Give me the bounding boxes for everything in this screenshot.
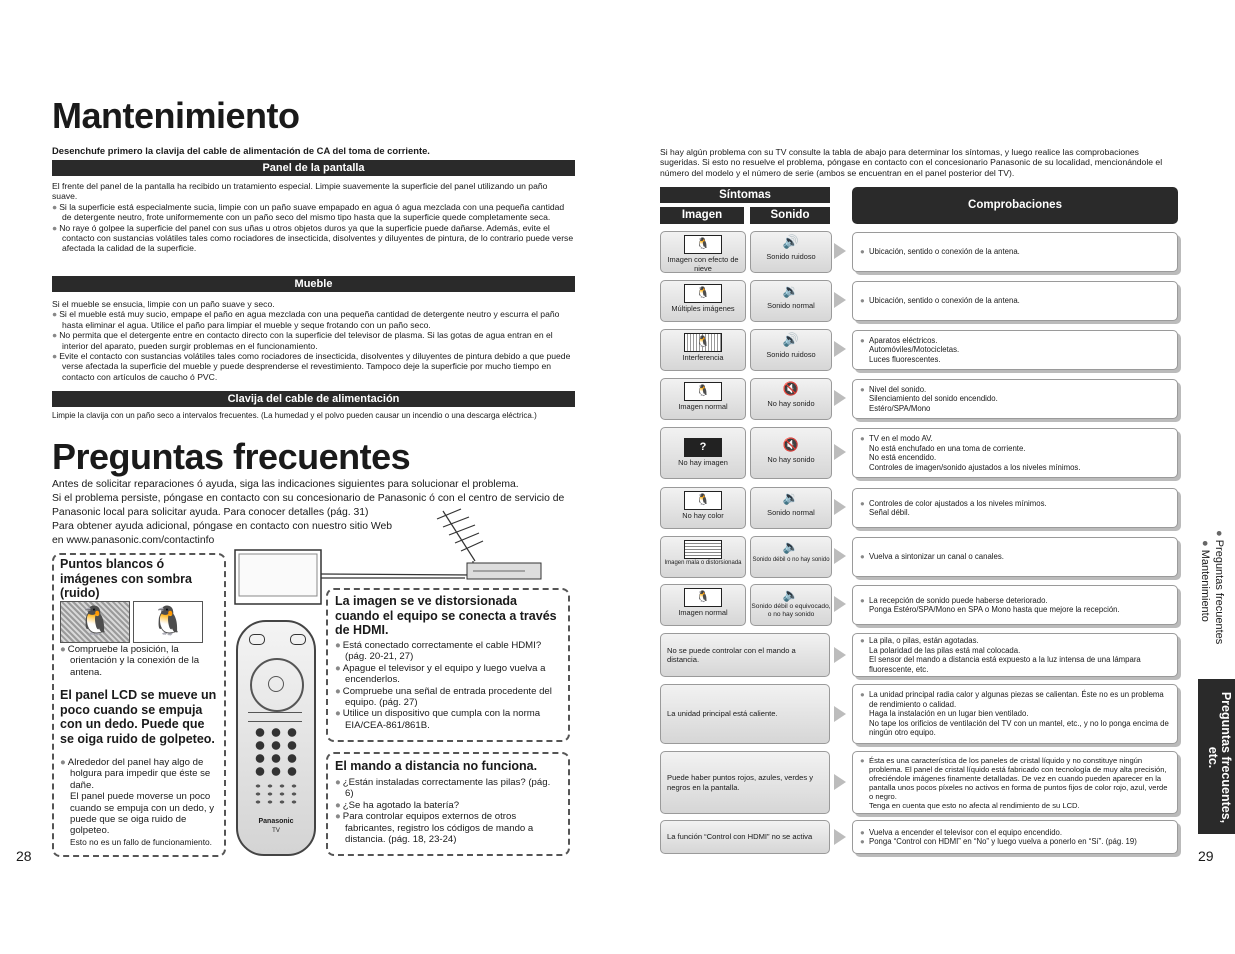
tv-distorted-icon [684,540,722,559]
row4-sound: 🔇 No hay sonido [750,427,832,479]
wide2-symptom: Puede haber puntos rojos, azules, verdes y negros en la pantalla. [660,751,830,814]
row3-image: 🐧 Imagen normal [660,378,746,420]
box4-b3: ● Para controlar equipos externos de otros fabricantes, registro los códigos de mando a distancia. (pág. 18, 23-24) [335,811,560,845]
row5-image: 🐧 No hay color [660,487,746,529]
row3-check: ● Nivel del sonido. Silenciamiento del sonido encendido. Estéro/SPA/Mono [852,379,1178,419]
row2-check: ● Aparatos eléctricos. Automóviles/Motocicletas. Luces fluorescentes. [852,330,1178,370]
box3-title: La imagen se ve distorsionada cuando el equipo se conecta a través de HDMI. [335,594,557,637]
box3-b2: ● Apague el televisor y el equipo y luego vuelva a encenderlos. [335,663,560,686]
speaker-weak-icon: 🔈 [782,539,800,554]
row7-arrow [834,596,846,612]
row7-image: 🐧 Imagen normal [660,584,746,626]
intro-text: Si hay algún problema con su TV consulte la tabla de abajo para determinar los síntomas, y luego realice las comprobaciones sugeridas. Si esto no resuelve el problema, póngase en contacto con el concesionario Panasonic de su localidad, mencionándole el número del modelo y el número de serie (ambos se encuentran en el panel posterior del TV). [660,147,1163,178]
bar-mueble: Mueble [52,276,575,292]
tv-snow-icon: 🐧 [684,235,722,254]
wide3-symptom: La función “Control con HDMI” no se activa [660,820,830,854]
faq-p2: Si el problema persiste, póngase en contacto con su concesionario de Panasonic ó con el centro de servicio de Panasonic local para solicitar ayuda. Para conocer detalles (pág. 31) [52,493,565,518]
box2-title: El panel LCD se mueve un poco cuando se empuja con un dedo. Puede que se oiga ruido de golpeteo. [60,688,217,746]
mueble-section [52,299,575,382]
row1-image: 🐧 Múltiples imágenes [660,280,746,322]
box4-title: El mando a distancia no funciona. [335,759,538,773]
tv-button-icon [290,634,306,645]
row1-check: ● Ubicación, sentido o conexión de la antena. [852,281,1178,321]
row4-image: ? No hay imagen [660,427,746,479]
hdr-imagen: Imagen [660,207,744,224]
wide2-arrow [834,774,846,790]
ghost-image-icon: 🐧 [133,601,203,643]
tv-normal-icon: 🐧 [684,382,722,401]
wide1-arrow [834,706,846,722]
mueble-b2: ● No permita que el detergente entre en contacto directo con la superficie del televisor de plasma. Si las gotas de agua entran en el interior del aparato, pueden surgir problemas en el funcionamiento. [52,330,575,351]
box3-b1: ● Está conectado correctamente el cable HDMI? (pág. 20-21, 27) [335,640,560,663]
speaker-normal-icon: 🔉 [782,490,800,505]
tv-interference-icon: 🐧 [684,333,722,352]
side-tab-active[interactable]: Preguntas frecuentes, etc. [1198,679,1235,834]
tv-no-color-icon: 🐧 [684,491,722,510]
row6-arrow [834,548,846,564]
tv-no-picture-icon: ? [684,438,722,457]
bar-panel: Panel de la pantalla [52,160,575,176]
speaker-noisy-icon: 🔊 [782,234,800,249]
row1-arrow [834,292,846,308]
box1-b1: ● Compruebe la posición, la orientación y la conexión de la antena. [60,644,220,678]
panel-b1: ● Si la superficie está especialmente sucia, limpie con un paño suave empapado en agua ó agua mezclada con una pequeña cantidad de detergente neutro, frote uniformemente con un paño seco del mismo tipo hasta que la superficie quede completamente seca. [52,202,575,223]
number-pad-icon [252,726,300,778]
box2-p3: Esto no es un fallo de funcionamiento. [70,836,213,847]
row0-sound: 🔊 Sonido ruidoso [750,231,832,273]
wide3-arrow [834,829,846,845]
faq-p3: Para obtener ayuda adicional, póngase en contacto con nuestro sitio Web [52,521,393,532]
mueble-p1: Si el mueble se ensucia, limpie con un paño suave y seco. [52,299,275,309]
row2-arrow [834,341,846,357]
side-index [1197,530,1235,670]
wide1-symptom: La unidad principal está caliente. [660,684,830,744]
row5-check: ● Controles de color ajustados a los niveles mínimos. Señal débil. [852,488,1178,528]
wide0-arrow [834,647,846,663]
bar-clavija: Clavija del cable de alimentación [52,391,575,407]
row0-image: 🐧 Imagen con efecto de nieve [660,231,746,273]
box3-body [335,640,560,731]
row2-image: 🐧 Interferencia [660,329,746,371]
row7-sound: 🔈 Sonido débil o equivocado, o no hay sonido [750,584,832,626]
speaker-mute-icon: 🔇 [782,437,800,452]
speaker-normal-icon: 🔉 [782,283,800,298]
hdr-sintomas: Síntomas [660,187,830,203]
row0-arrow [834,243,846,259]
wide0-check: ● La pila, o pilas, están agotadas. La polaridad de las pilas está mal colocada. El sensor del mando a distancia está expuesto a la luz intensa de una lámpara fluorescente, etc. [852,633,1178,677]
row5-arrow [834,499,846,515]
row6-image: Imagen mala o distorsionada [660,536,746,578]
clavija-text: Limpie la clavija con un paño seco a intervalos frecuentes. (La humedad y el polvo pueden causar un incendio o una descarga eléctrica.) [52,411,537,420]
row1-sound: 🔉 Sonido normal [750,280,832,322]
faq-p1: Antes de solicitar reparaciones ó ayuda, siga las indicaciones siguientes para solucionar el problema. [52,479,519,490]
tv-normal-icon: 🐧 [684,588,722,607]
mueble-b1: ● Si el mueble está muy sucio, empape el paño en agua mezclada con una pequeña cantidad de detergente neutro y escurra el paño hasta eliminar el agua. Utilice el paño para limpiar el mueble y seque frotando con un paño seco. [52,309,575,330]
wide0-symptom: No se puede controlar con el mando a distancia. [660,633,830,677]
remote-tv-label: TV [272,828,280,834]
hdr-sonido: Sonido [750,207,830,224]
page-number-left: 28 [16,848,32,864]
side-tab-mantenimiento[interactable]: ● Mantenimiento [1199,540,1211,622]
remote-control-illustration [236,620,316,856]
box2-b1: ● Alrededor del panel hay algo de holgura para impedir que éste se dañe. [60,757,218,791]
faq-p4: en www.panasonic.com/contactinfo [52,535,215,546]
wide1-check: ● La unidad principal radia calor y algunas piezas se calientan. Éste no es un problema de rendimiento o calidad. Haga la instalación en un lugar bien ventilado. No tape los orificios de ventilación del TV con un mantel, etc., y no lo ponga encima de ningún otro equipo. [852,684,1178,744]
title-mantenimiento: Mantenimiento [52,95,300,136]
tv-ghost-icon: 🐧 [684,284,722,303]
box4-b1: ● ¿Están instaladas correctamente las pilas? (pág. 6) [335,777,560,800]
wide3-check: ● Vuelva a encender el televisor con el equipo encendido. ● Ponga “Control con HDMI” en “No” y luego vuelva a ponerlo en “Sí”. (pág. 19) [852,820,1178,854]
noise-image-icon: 🐧 [60,601,130,643]
page-number-right: 29 [1198,848,1214,864]
speaker-weak-icon: 🔈 [782,587,800,602]
box2-body [60,757,218,848]
row3-sound: 🔇 No hay sonido [750,378,832,420]
panel-section [52,181,575,254]
box3-b4: ● Utilice un dispositivo que cumpla con la norma EIA/CEA-861/861B. [335,708,560,731]
remote-brand: Panasonic [258,818,294,825]
mueble-b3: ● Evite el contacto con sustancias volátiles tales como rociadores de insecticida, disolventes y diluyentes de pintura debido a que puede verse afectada la superficie del mueble y puede desprenderse el revestimiento. Tampoco deje la superficie por mucho tiempo en contacto con artículos de caucho ó PVC. [52,351,575,382]
panel-p1: El frente del panel de la pantalla ha recibido un tratamiento especial. Limpie suavemente la superficie del panel utilizando un paño suave. [52,181,548,202]
box3-b3: ● Compruebe una señal de entrada procedente del equipo. (pág. 27) [335,686,560,709]
power-button-icon [249,634,265,645]
box1-title: Puntos blancos ó imágenes con sombra (ruido) [60,557,192,600]
row5-sound: 🔉 Sonido normal [750,487,832,529]
row4-check: ● TV en el modo AV. No está enchufado en una toma de corriente. No está encendido. Controles de imagen/sonido ajustados a los niveles mínimos. [852,428,1178,478]
row2-sound: 🔊 Sonido ruidoso [750,329,832,371]
box2-p2: El panel puede moverse un poco cuando se empuja con un dedo, y puede que se oiga ruido de golpeteo. [70,791,215,837]
wide2-check: ● Ésta es una característica de los paneles de cristal líquido y no constituye ningún problema. El panel de cristal líquido está fabricado con tecnología de muy alta precisión, ofreciéndole imágenes finamente detalladas. De vez en cuando pueden aparecer en la pantalla unos pocos píxeles no activos en forma de puntos fijos de color rojo, azul, verde o negro. Tenga en cuenta que esto no afecta al rendimiento de su LCD. [852,751,1178,814]
row3-arrow [834,390,846,406]
speaker-mute-icon: 🔇 [782,381,800,396]
row6-sound: 🔈 Sonido débil o no hay sonido [750,536,832,578]
row0-check: ● Ubicación, sentido o conexión de la antena. [852,232,1178,272]
row4-arrow [834,444,846,460]
button-row-icon [248,712,302,722]
box4-body [335,777,560,845]
panel-b2: ● No raye ó golpee la superficie del panel con sus uñas u otros objetos duros ya que la superficie puede dañarse. Además, evite el contacto con sustancias volátiles tales como rociadores de insecticida, disolventes y diluyentes de pintura, de lo contrario puede verse afectada la calidad de la superficie. [52,223,575,254]
transport-buttons-icon [252,782,300,806]
box4-b2: ● ¿Se ha agotado la batería? [335,800,560,811]
row7-check: ● La recepción de sonido puede haberse deteriorado. Ponga Estéro/SPA/Mono en SPA o Mono hasta que mejore la recepción. [852,585,1178,625]
side-tab-preguntas[interactable]: ● Preguntas frecuentes [1213,530,1225,645]
speaker-noisy-icon: 🔊 [782,332,800,347]
ok-button-icon [268,676,284,692]
row6-check: ● Vuelva a sintonizar un canal o canales. [852,537,1178,577]
hdr-comprobaciones: Comprobaciones [852,187,1178,224]
unplug-note: Desenchufe primero la clavija del cable de alimentación de CA del toma de corriente. [52,145,430,156]
title-preguntas: Preguntas frecuentes [52,436,411,477]
